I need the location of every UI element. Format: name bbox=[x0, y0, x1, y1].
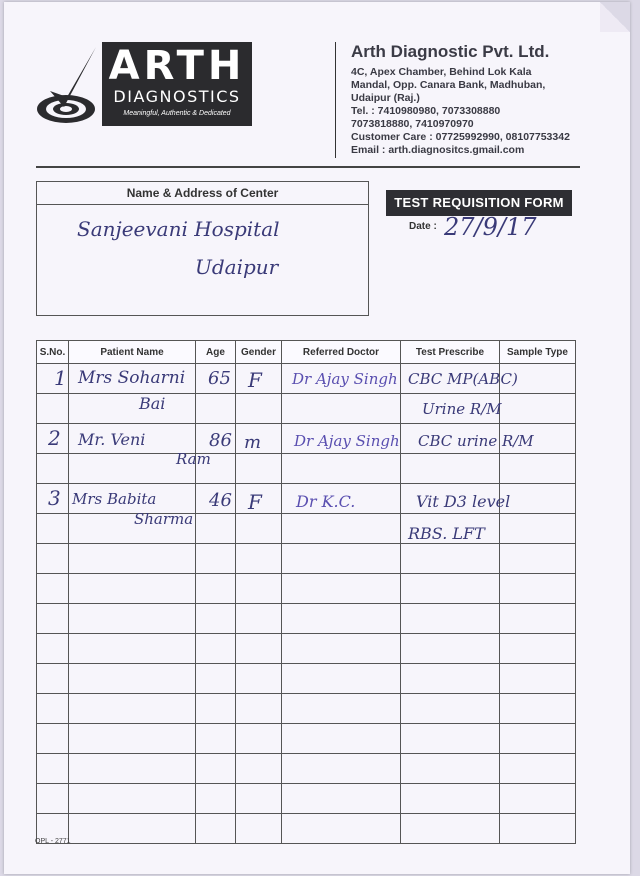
table-cell bbox=[500, 604, 576, 634]
table-cell bbox=[196, 784, 236, 814]
table-cell bbox=[196, 514, 236, 544]
entry-1-gender: F bbox=[248, 368, 262, 392]
email: Email : arth.diagnositcs.gmail.com bbox=[351, 144, 525, 156]
table-cell bbox=[282, 754, 401, 784]
table-cell bbox=[500, 634, 576, 664]
date-value: 27/9/17 bbox=[444, 213, 537, 241]
entry-3-sno: 3 bbox=[48, 486, 61, 510]
table-row bbox=[37, 784, 576, 814]
table-row bbox=[37, 634, 576, 664]
table-cell bbox=[236, 454, 282, 484]
table-cell bbox=[500, 454, 576, 484]
table-cell bbox=[500, 724, 576, 754]
entry-2-age: 86 bbox=[209, 430, 232, 451]
table-cell bbox=[69, 694, 196, 724]
table-cell bbox=[69, 784, 196, 814]
footer-code: OPL - 2771 bbox=[35, 838, 71, 845]
table-cell bbox=[37, 754, 69, 784]
header-divider bbox=[335, 42, 336, 158]
header-rule bbox=[36, 166, 580, 168]
table-cell bbox=[69, 394, 196, 424]
table-cell bbox=[500, 754, 576, 784]
entry-1-sno: 1 bbox=[54, 366, 67, 390]
entry-1-name-2: Bai bbox=[139, 394, 166, 413]
table-row bbox=[37, 694, 576, 724]
col-age: Age bbox=[196, 341, 236, 364]
table-cell bbox=[282, 514, 401, 544]
center-box bbox=[36, 181, 369, 316]
table-cell bbox=[236, 514, 282, 544]
table-cell bbox=[282, 724, 401, 754]
tel-line: 7073818880, 7410970970 bbox=[351, 118, 474, 130]
table-cell bbox=[37, 694, 69, 724]
table-cell bbox=[500, 694, 576, 724]
table-cell bbox=[37, 514, 69, 544]
table-row bbox=[37, 724, 576, 754]
col-gender: Gender bbox=[236, 341, 282, 364]
table-cell bbox=[401, 754, 500, 784]
table-cell bbox=[69, 814, 196, 844]
table-cell bbox=[196, 664, 236, 694]
entry-1-test-2: Urine R/M bbox=[422, 400, 502, 418]
entry-1-name: Mrs Soharni bbox=[78, 368, 186, 388]
table-row bbox=[37, 604, 576, 634]
arth-logo bbox=[36, 40, 254, 130]
table-cell bbox=[282, 694, 401, 724]
center-title: Name & Address of Center bbox=[37, 182, 368, 205]
table-cell bbox=[37, 544, 69, 574]
table-row bbox=[37, 544, 576, 574]
table-cell bbox=[282, 574, 401, 604]
center-name: Sanjeevani Hospital bbox=[77, 217, 280, 241]
requisition-form-page bbox=[4, 2, 630, 874]
form-title: TEST REQUISITION FORM bbox=[386, 190, 572, 216]
table-cell bbox=[196, 394, 236, 424]
entry-1-age: 65 bbox=[208, 368, 231, 389]
entry-3-name: Mrs Babita bbox=[72, 490, 157, 508]
table-cell bbox=[500, 514, 576, 544]
address-line: 4C, Apex Chamber, Behind Lok Kala bbox=[351, 66, 532, 78]
table-cell bbox=[500, 814, 576, 844]
table-cell bbox=[37, 604, 69, 634]
table-cell bbox=[37, 784, 69, 814]
table-cell bbox=[196, 814, 236, 844]
table-cell bbox=[196, 724, 236, 754]
logo-arth-text: ARTH bbox=[108, 43, 246, 89]
table-cell bbox=[69, 574, 196, 604]
table-cell bbox=[69, 604, 196, 634]
tel-line: Tel. : 7410980980, 7073308880 bbox=[351, 105, 501, 117]
entry-2-gender: m bbox=[244, 432, 262, 453]
table-cell bbox=[196, 754, 236, 784]
table-cell bbox=[236, 814, 282, 844]
center-city: Udaipur bbox=[195, 255, 279, 279]
table-cell bbox=[401, 694, 500, 724]
table-row bbox=[37, 574, 576, 604]
col-sno: S.No. bbox=[37, 341, 69, 364]
table-cell bbox=[37, 664, 69, 694]
date-label: Date : bbox=[409, 221, 437, 232]
entry-3-age: 46 bbox=[209, 490, 232, 511]
customer-care: Customer Care : 07725992990, 08107753342 bbox=[351, 131, 570, 143]
address-line: Udaipur (Raj.) bbox=[351, 92, 420, 104]
table-cell bbox=[401, 724, 500, 754]
table-cell bbox=[282, 454, 401, 484]
table-cell bbox=[196, 574, 236, 604]
table-cell bbox=[401, 574, 500, 604]
table-header-row bbox=[37, 341, 576, 364]
table-cell bbox=[401, 634, 500, 664]
table-cell bbox=[500, 544, 576, 574]
table-row bbox=[37, 514, 576, 544]
target-check-icon bbox=[36, 45, 100, 129]
entry-3-name-2: Sharma bbox=[134, 510, 194, 528]
table-cell bbox=[196, 604, 236, 634]
entry-3-test: Vit D3 level bbox=[416, 492, 511, 511]
table-cell bbox=[500, 574, 576, 604]
table-row bbox=[37, 664, 576, 694]
company-name: Arth Diagnostic Pvt. Ltd. bbox=[351, 42, 550, 61]
table-cell bbox=[236, 634, 282, 664]
table-cell bbox=[69, 664, 196, 694]
col-test-prescribe: Test Prescribe bbox=[401, 341, 500, 364]
entry-2-test: CBC urine R/M bbox=[418, 432, 534, 450]
company-info bbox=[351, 42, 611, 157]
table-cell bbox=[500, 784, 576, 814]
entry-3-gender: F bbox=[248, 490, 262, 514]
table-cell bbox=[69, 544, 196, 574]
table-cell bbox=[282, 784, 401, 814]
table-cell bbox=[282, 604, 401, 634]
table-cell bbox=[37, 574, 69, 604]
address-line: Mandal, Opp. Canara Bank, Madhuban, bbox=[351, 79, 546, 91]
table-cell bbox=[37, 634, 69, 664]
table-cell bbox=[236, 784, 282, 814]
table-cell bbox=[282, 664, 401, 694]
table-cell bbox=[236, 574, 282, 604]
entry-2-doctor: Dr Ajay Singh bbox=[294, 432, 400, 450]
col-sample-type: Sample Type bbox=[500, 341, 576, 364]
table-cell bbox=[69, 634, 196, 664]
table-cell bbox=[69, 724, 196, 754]
col-referred-doctor: Referred Doctor bbox=[282, 341, 401, 364]
entry-2-sno: 2 bbox=[48, 426, 61, 450]
table-cell bbox=[401, 664, 500, 694]
table-cell bbox=[282, 814, 401, 844]
entry-2-name: Mr. Veni bbox=[78, 430, 146, 449]
table-cell bbox=[236, 664, 282, 694]
table-cell bbox=[37, 724, 69, 754]
table-cell bbox=[196, 694, 236, 724]
table-cell bbox=[236, 754, 282, 784]
table-cell bbox=[196, 544, 236, 574]
entry-3-test-2: RBS. LFT bbox=[408, 524, 485, 543]
entry-2-name-2: Ram bbox=[176, 450, 211, 468]
table-cell bbox=[69, 754, 196, 784]
table-cell bbox=[401, 454, 500, 484]
table-cell bbox=[500, 664, 576, 694]
table-cell bbox=[282, 394, 401, 424]
table-cell bbox=[196, 634, 236, 664]
logo-wordmark bbox=[102, 42, 252, 126]
table-cell bbox=[236, 544, 282, 574]
table-cell bbox=[401, 784, 500, 814]
table-cell bbox=[37, 394, 69, 424]
table-cell bbox=[236, 604, 282, 634]
logo-diagnostics-text: DIAGNOSTICS bbox=[113, 87, 241, 106]
col-patient-name: Patient Name bbox=[69, 341, 196, 364]
table-cell bbox=[500, 484, 576, 514]
table-cell bbox=[401, 814, 500, 844]
table-cell bbox=[236, 724, 282, 754]
table-cell bbox=[282, 544, 401, 574]
table-row bbox=[37, 454, 576, 484]
logo-tagline: Meaningful, Authentic & Dedicated bbox=[123, 110, 231, 117]
table-row bbox=[37, 754, 576, 784]
entry-1-doctor: Dr Ajay Singh bbox=[292, 370, 398, 388]
table-cell bbox=[401, 544, 500, 574]
table-row bbox=[37, 814, 576, 844]
table-cell bbox=[500, 394, 576, 424]
entry-3-doctor: Dr K.C. bbox=[296, 492, 356, 511]
table-cell bbox=[37, 454, 69, 484]
table-cell bbox=[401, 604, 500, 634]
table-cell bbox=[236, 694, 282, 724]
table-cell bbox=[236, 394, 282, 424]
table-cell bbox=[282, 634, 401, 664]
entry-1-test: CBC MP(ABC) bbox=[408, 370, 518, 388]
